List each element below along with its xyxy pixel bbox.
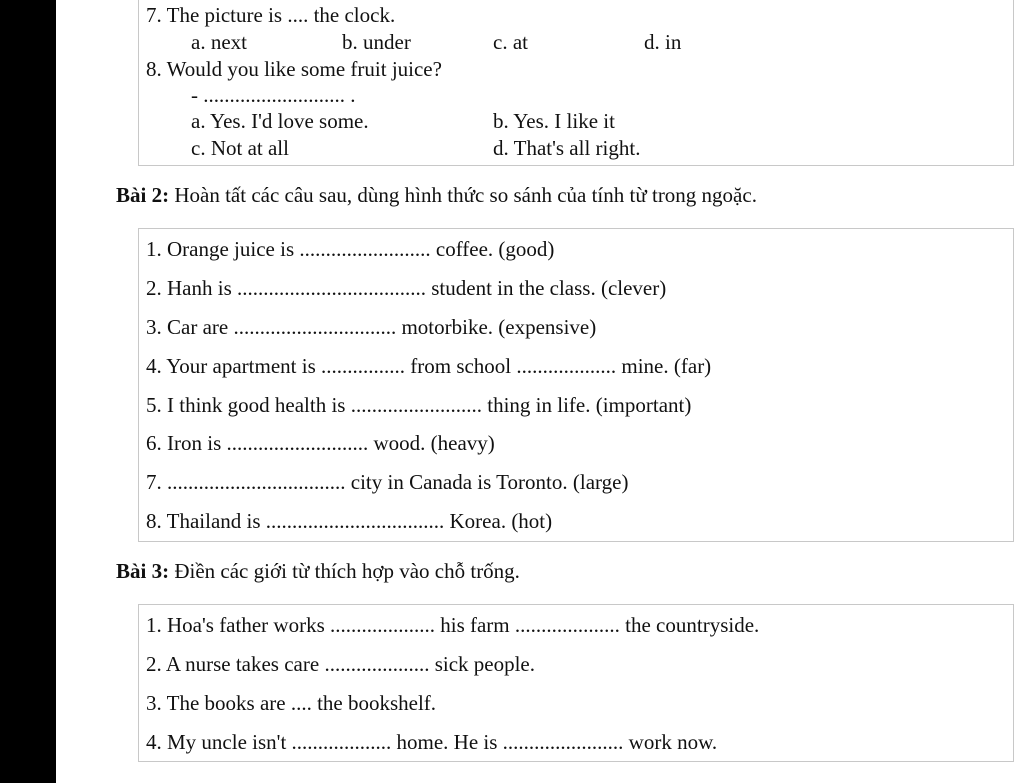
ex2-item-3: 3. Car are ............................... motorbike. (expensive) bbox=[146, 315, 597, 339]
ex2-item-1: 1. Orange juice is ......................... coffee. (good) bbox=[146, 237, 555, 261]
exercise2-instruction: Hoàn tất các câu sau, dùng hình thức so sánh của tính từ trong ngoặc. bbox=[169, 183, 757, 207]
q7-option-c: c. at bbox=[493, 30, 528, 54]
ex2-item-6: 6. Iron is ........................... wood. (heavy) bbox=[146, 431, 495, 455]
ex2-item-5: 5. I think good health is ......................... thing in life. (important) bbox=[146, 393, 692, 417]
ex2-item-7: 7. .................................. city in Canada is Toronto. (large) bbox=[146, 470, 629, 494]
exercise3-instruction: Điền các giới từ thích hợp vào chỗ trống. bbox=[169, 559, 520, 583]
exercise2-label: Bài 2: bbox=[116, 183, 170, 207]
ex3-item-2: 2. A nurse takes care .................... sick people. bbox=[146, 652, 535, 676]
q7-option-b: b. under bbox=[342, 30, 411, 54]
exercise3-label: Bài 3: bbox=[116, 559, 170, 583]
q8-option-d: d. That's all right. bbox=[493, 136, 641, 160]
ex2-item-4: 4. Your apartment is ................ from school ................... mine. (far) bbox=[146, 354, 712, 378]
q8-option-b: b. Yes. I like it bbox=[493, 109, 615, 133]
ex3-item-3: 3. The books are .... the bookshelf. bbox=[146, 691, 437, 715]
q7-stem: 7. The picture is .... the clock. bbox=[146, 3, 396, 27]
exercise2-heading bbox=[116, 182, 757, 208]
ex3-item-1: 1. Hoa's father works .................... his farm .................... the countryside. bbox=[146, 613, 760, 637]
q7-option-a: a. next bbox=[191, 30, 247, 54]
q8-stem: 8. Would you like some fruit juice? bbox=[146, 57, 442, 81]
q7-option-d: d. in bbox=[644, 30, 682, 54]
q8-answer-blank: - ........................... . bbox=[191, 83, 356, 107]
ex2-item-8: 8. Thailand is .................................. Korea. (hot) bbox=[146, 509, 553, 533]
ex3-item-4: 4. My uncle isn't ................... home. He is ....................... work now. bbox=[146, 730, 718, 754]
exercise3-heading bbox=[116, 558, 520, 584]
q8-option-a: a. Yes. I'd love some. bbox=[191, 109, 369, 133]
q8-option-c: c. Not at all bbox=[191, 136, 289, 160]
ex2-item-2: 2. Hanh is .................................... student in the class. (clever) bbox=[146, 276, 667, 300]
left-black-margin bbox=[0, 0, 56, 783]
document-page bbox=[56, 0, 1024, 783]
